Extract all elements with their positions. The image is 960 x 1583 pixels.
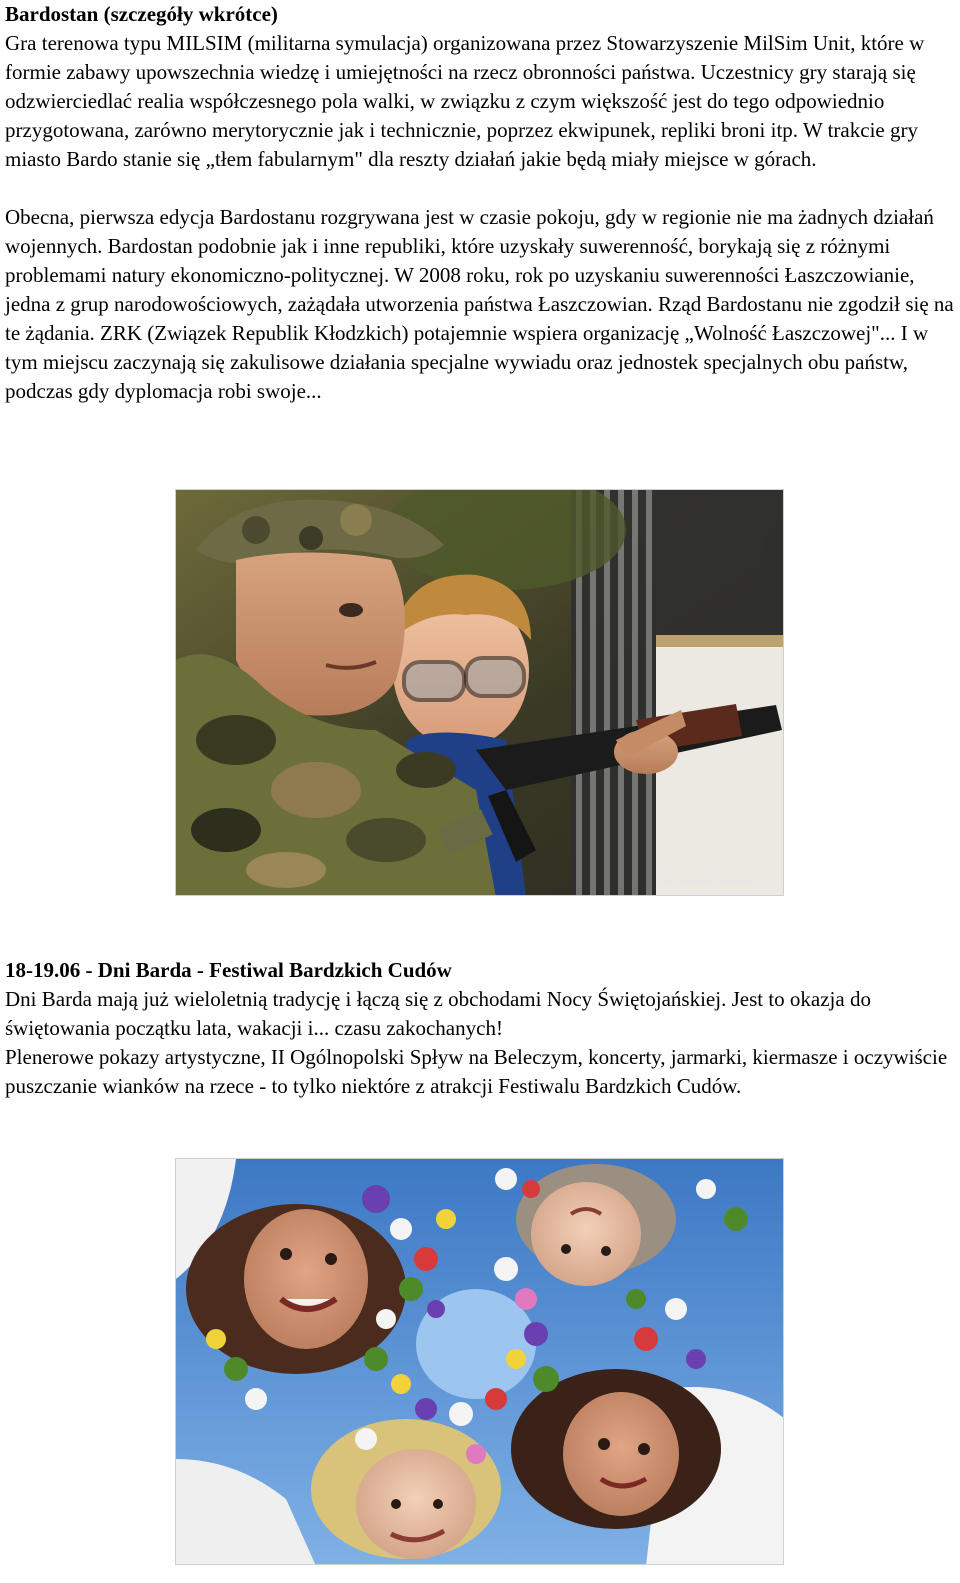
paragraph: Obecna, pierwsza edycja Bardostanu rozgrywana jest w czasie pokoju, gdy w regionie nie ma żadnych działań wojennych. Bardostan podobnie jak i inne republiki, które uzyskały suwerenność, borykają się z różnymi problemami natury ekonomiczno-politycznej. W 2008 roku, rok po uzyskaniu suwerenności Łaszczowianie, jedna z grup narodowościowych, zażądała utworzenia państwa Łaszczowian. Rząd Bardostanu nie zgodził się na te żądania. ZRK (Związek Republik Kłodzkich) potajemnie wspiera organizację „Wolność Łaszczowej"... I w tym miejscu zaczynają się zakulisowe działania specjalne wywiadu oraz jednostek specjalnych obu państw, podczas gdy dyplomacja robi swoje...	[5, 205, 954, 403]
photo-credit: Fot. Konrad Pochodaj	[661, 877, 753, 887]
paragraph: Dni Barda mają już wieloletnią tradycję i łączą się z obchodami Nocy Świętojańskiej. Jest to okazja do świętowania początku lata, wakacji i... czasu zakochanych!	[5, 987, 871, 1040]
section-title: 18-19.06 - Dni Barda - Festiwal Bardzkich Cudów	[5, 958, 452, 982]
section-dni-barda	[5, 956, 957, 1101]
section-bardostan	[5, 0, 957, 406]
section-title: Bardostan (szczegóły wkrótce)	[5, 2, 278, 26]
photo-soldier-and-boy	[175, 489, 784, 896]
photo-flower-wreaths	[175, 1158, 784, 1565]
paragraph: Plenerowe pokazy artystyczne, II Ogólnopolski Spływ na Beleczym, koncerty, jarmarki, kiermasze i oczywiście puszczanie wianków na rzece - to tylko niektóre z atrakcji Festiwalu Bardzkich Cudów.	[5, 1045, 948, 1098]
paragraph: Gra terenowa typu MILSIM (militarna symulacja) organizowana przez Stowarzyszenie MilSim Unit, które w formie zabawy upowszechnia wiedzę i umiejętności na rzecz obronności państwa. Uczestnicy gry starają się odzwierciedlać realia współczesnego pola walki, w związku z czym większość jest do tego odpowiednio przygotowana, zarówno merytorycznie jak i technicznie, poprzez ekwipunek, repliki broni itp. W trakcie gry miasto Bardo stanie się „tłem fabularnym" dla reszty działań jakie będą miały miejsce w górach.	[5, 31, 925, 171]
